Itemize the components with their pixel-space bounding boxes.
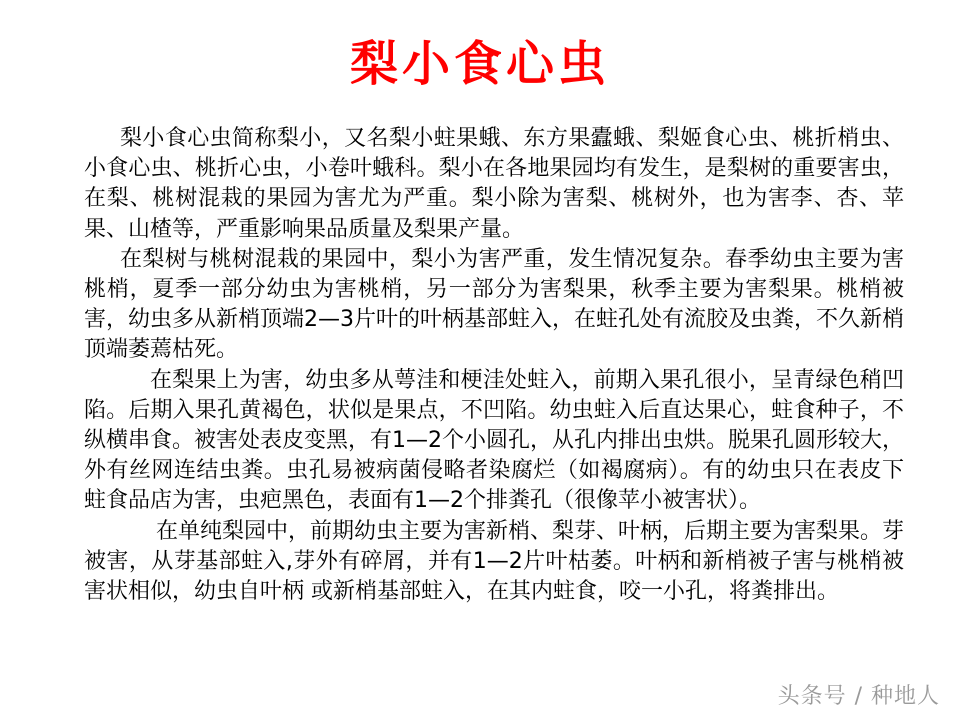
page-title: 梨小食心虫 (349, 36, 610, 92)
document-body (84, 124, 904, 607)
paragraph-2: 在梨树与桃树混栽的果园中，梨小为害严重，发生情况复杂。春季幼虫主要为害桃梢，夏季一部分幼虫为害桃梢，另一部分为害梨果，秋季主要为害梨果。桃梢被害，幼虫多从新梢顶端2—3片叶的叶柄基部蛀入，在蛀孔处有流胶及虫粪，不久新梢顶端萎蔫枯死。 (84, 246, 904, 363)
paragraph-4: 在单纯梨园中，前期幼虫主要为害新梢、梨芽、叶柄，后期主要为害梨果。芽被害，从芽基部蛀入,芽外有碎屑，并有1—2片叶枯萎。叶柄和新梢被子害与桃梢被害状相似，幼虫自叶柄 或新梢基部蛀入，在其内蛀食，咬一小孔，将粪排出。 (84, 518, 905, 605)
source-watermark: 头条号 / 种地人 (777, 684, 940, 709)
paragraph-3: 在梨果上为害，幼虫多从萼洼和梗洼处蛀入，前期入果孔很小，呈青绿色稍凹陷。后期入果孔黄褐色，状似是果点，不凹陷。幼虫蛀入后直达果心，蛀食种子，不纵横串食。被害处表皮变黑，有1—2个小圆孔，从孔内排出虫烘。脱果孔圆形较大，外有丝网连结虫粪。虫孔易被病菌侵略者染腐烂（如褐腐病）。有的幼虫只在表皮下蛀食品店为害，虫疤黑色，表面有1—2个排粪孔（很像苹小被害状）。 (84, 367, 904, 514)
paragraph-1: 梨小食心虫简称梨小，又名梨小蛀果蛾、东方果蠹蛾、梨姬食心虫、桃折梢虫、小食心虫、桃折心虫，小卷叶蛾科。梨小在各地果园均有发生，是梨树的重要害虫，在梨、桃树混栽的果园为害尤为严重。梨小除为害梨、桃树外，也为害李、杏、苹果、山楂等，严重影响果品质量及梨果产量。 (84, 126, 904, 242)
